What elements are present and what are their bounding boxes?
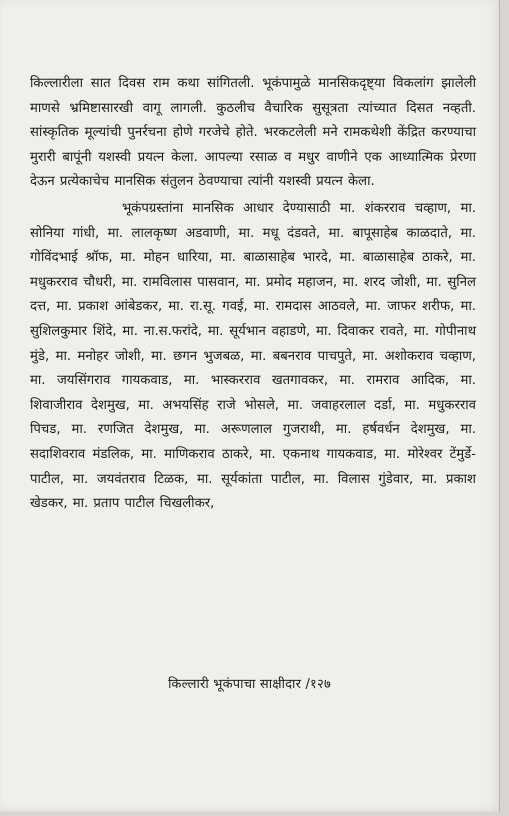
paragraph-1: किल्लारीला सात दिवस राम कथा सांगितली. भूकंपामुळे मानसिकदृष्ट्या विकलांग झालेली माणसे भ्रमिष्टासारखी वागू लागली. कुठलीच वैचारिक सुसूत्रता त्यांच्यात दिसत नव्हती. सांस्कृतिक मूल्यांची पुनर्रचना होणे गरजेचे होते. भरकटलेली मने रामकथेशी केंद्रित करण्याचा मुरारी बापूंनी यशस्वी प्रयत्न केला. आपल्या रसाळ व मधुर वाणीने एक आध्यात्मिक प्रेरणा देऊन प्रत्येकाचेच मानसिक संतुलन ठेवण्याचा त्यांनी यशस्वी प्रयत्न केला. <box>30 76 476 190</box>
page-body <box>30 72 476 517</box>
page-footer: किल्लारी भूकंपाचा साक्षीदार /१२७ <box>168 677 331 692</box>
paragraph-2: भूकंपग्रस्तांना मानसिक आधार देण्यासाठी मा. शंकरराव चव्हाण, मा. सोनिया गांधी, मा. लालकृष्ण अडवाणी, मा. मधू दंडवते, मा. बापूसाहेब काळदाते, मा. गोविंदभाई श्रॉफ, मा. मोहन धारिया, मा. बाळासाहेब भारदे, मा. बाळासाहेब ठाकरे, मा. मधुकरराव चौधरी, मा. रामविलास पासवान, मा. प्रमोद महाजन, मा. शरद जोशी, मा. सुनिल दत्त, मा. प्रकाश आंबेडकर, मा. रा.सू. गवई, मा. रामदास आठवले, मा. जाफर शरीफ, मा. सुशिलकुमार शिंदे, मा. ना.स.फरांदे, मा. सूर्यभान वहाडणे, मा. दिवाकर रावते, मा. गोपीनाथ मुंडे, मा. मनोहर जोशी, मा. छगन भुजबळ, मा. बबनराव पाचपुते, मा. अशोकराव चव्हाण, मा. जयसिंगराव गायकवाड, मा. भास्करराव खतगावकर, मा. रामराव आदिक, मा. शिवाजीराव देशमुख, मा. अभयसिंह राजे भोसले, मा. जवाहरलाल दर्डा, मा. मधुकरराव पिचड, मा. रणजित देशमुख, मा. अरूणलाल गुजराथी, मा. हर्षवर्धन देशमुख, मा. सदाशिवराव मंडलिक, मा. माणिकराव ठाकरे, मा. एकनाथ गायकवाड, मा. मोरेश्वर टेंमुर्डे-पाटील, मा. जयवंतराव टिळक, मा. सूर्यकांता पाटील, मा. विलास गुंडेवार, मा. प्रकाश खेडकर, मा. प्रताप पाटील चिखलीकर, <box>30 200 476 512</box>
